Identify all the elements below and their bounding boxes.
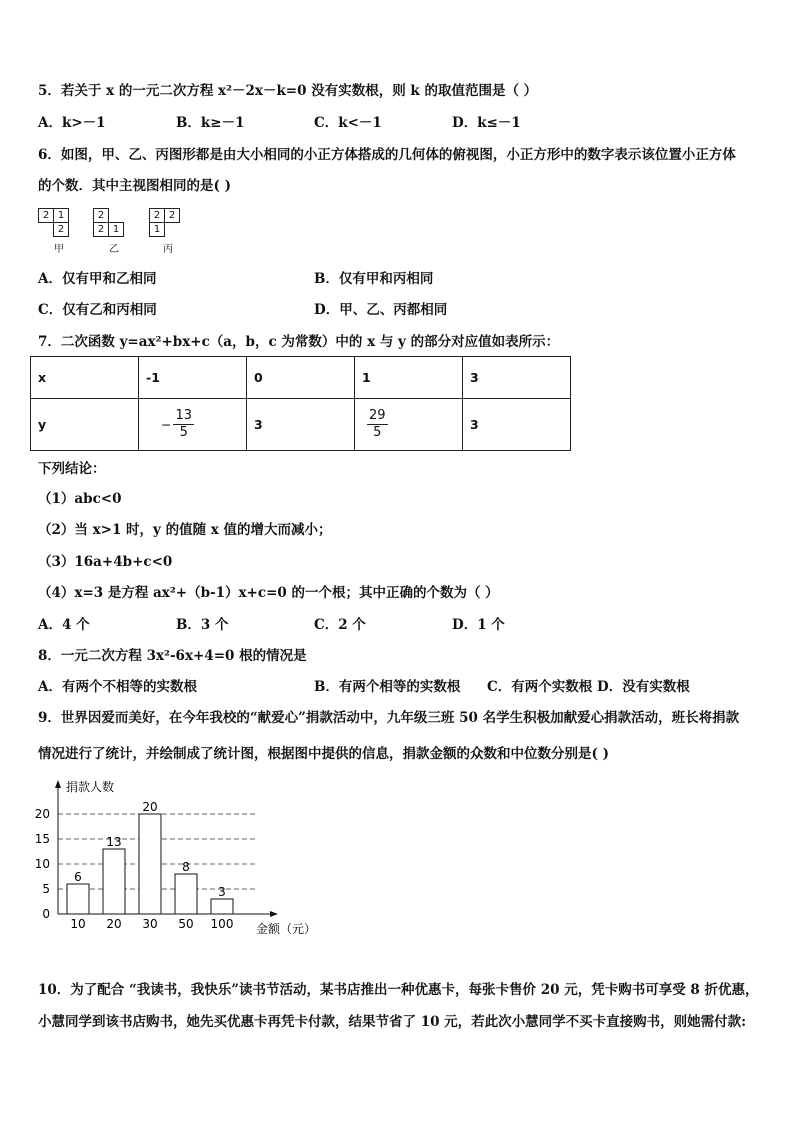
q6-option-d: D．甲、乙、丙都相同 [314,302,448,318]
bar-data-label: 13 [106,835,122,849]
q7-conclusion-4: （4）x=3 是方程 ax²+（b-1）x+c=0 的一个根；其中正确的个数为（ ） [38,585,499,601]
bing-cell: 1 [149,222,165,237]
q6-stem-line2: 的个数．其中主视图相同的是( ) [38,178,231,194]
q5-option-d: D．k≤－1 [452,115,521,131]
minus-sign: − [161,417,172,432]
q6-option-a: A．仅有甲和乙相同 [38,271,157,287]
yi-label: 乙 [109,244,119,255]
x-axis-arrow [270,911,278,917]
y-value-cell: 3 [247,399,355,451]
x-tick-label: 20 [106,917,122,931]
value-table [30,356,571,451]
bar [67,884,89,914]
x-value-cell: 1 [355,357,463,399]
fraction-numerator: 29 [369,408,386,423]
y-value-cell [139,399,247,451]
q6-option-c: C．仅有乙和丙相同 [38,302,157,318]
y-tick-label: 0 [42,907,50,921]
x-tick-label: 30 [142,917,158,931]
bar [139,814,161,914]
q7-option-d: D．1 个 [452,617,505,633]
q10-line1: 10．为了配合 “我读书，我快乐”读书节活动，某书店推出一种优惠卡，每张卡售价 20 元，凭卡购书可享受 8 折优惠， [38,982,759,998]
jia-cell: 2 [53,222,69,237]
yi-cell: 2 [93,208,109,223]
q8-option-a: A．有两个不相等的实数根 [38,679,197,695]
q5-option-a: A．k>－1 [38,115,106,131]
q10-line2: 小慧同学到该书店购书，她先买优惠卡再凭卡付款，结果节省了 10 元，若此次小慧同学不买卡直接购书，则她需付款: [38,1014,747,1030]
y-value-cell: 3 [463,399,571,451]
x-axis-label: 金额（元） [256,922,317,936]
yi-cell: 1 [108,222,124,237]
q7-conclusion-1: （1）abc<0 [38,491,122,507]
q5-stem: 5．若关于 x 的一元二次方程 x²－2x－k=0 没有实数根，则 k 的取值范围是（ ） [38,83,538,99]
y-label-cell: y [31,399,139,451]
y-tick-label: 5 [42,882,50,896]
x-tick-label: 10 [70,917,86,931]
bing-cell: 2 [164,208,180,223]
q5-option-b: B．k≥－1 [176,115,245,131]
q5-option-c: C．k<－1 [314,115,382,131]
table-row [31,399,571,451]
bing-cell: 2 [149,208,165,223]
donation-bar-chart [30,772,330,942]
fraction-denominator: 5 [373,425,382,440]
q7-option-a: A．4 个 [38,617,90,633]
yi-cell: 2 [93,222,109,237]
y-tick-label: 15 [34,832,50,846]
y-value-cell [355,399,463,451]
q7-option-c: C．2 个 [314,617,366,633]
bar-data-label: 6 [74,870,82,884]
q7-option-b: B．3 个 [176,617,229,633]
q6-stem-line1: 6．如图，甲、乙、丙图形都是由大小相同的小正方体搭成的几何体的俯视图，小正方形中的数字表示该位置小正方体 [38,147,736,163]
y-tick-label: 20 [34,807,50,821]
bar [175,874,197,914]
y-axis-label: 捐款人数 [66,780,115,794]
x-value-cell: 0 [247,357,355,399]
q7-stem: 7．二次函数 y=ax²+bx+c（a，b，c 为常数）中的 x 与 y 的部分对应值如表所示： [38,334,560,350]
x-value-cell: 3 [463,357,571,399]
x-label-cell: x [31,357,139,399]
x-tick-label: 50 [178,917,194,931]
q6-option-b: B．仅有甲和丙相同 [314,271,434,287]
q8-stem: 8．一元二次方程 3x²-6x+4=0 根的情况是 [38,648,307,664]
fraction-denominator: 5 [179,425,188,440]
bar [211,899,233,914]
fraction [173,408,194,441]
table-row [31,357,571,399]
q8-option-d: D．没有实数根 [597,679,690,695]
bing-label: 丙 [163,244,173,255]
q9-stem-line2: 情况进行了统计，并绘制成了统计图，根据图中提供的信息，捐款金额的众数和中位数分别是( ) [38,746,609,762]
q8-option-c: C．有两个实数根 [487,679,593,695]
y-tick-label: 10 [34,857,50,871]
jia-cell: 2 [38,208,54,223]
q7-conclusion-2: （2）当 x>1 时，y 的值随 x 值的增大而减小； [38,522,332,538]
x-tick-label: 100 [210,917,234,931]
fraction-numerator: 13 [175,408,193,423]
bar [103,849,125,914]
q7-conclusion-3: （3）16a+4b+c<0 [38,554,173,570]
fraction [367,408,388,441]
bar-data-label: 3 [218,885,226,899]
y-axis-arrow [55,780,61,788]
jia-cell: 1 [53,208,69,223]
x-value-cell: -1 [139,357,247,399]
bar-data-label: 20 [142,800,158,814]
bar-data-label: 8 [182,860,190,874]
jia-label: 甲 [54,244,64,255]
q7-conclusion-title: 下列结论： [38,461,106,477]
q8-option-b: B．有两个相等的实数根 [314,679,461,695]
q9-stem-line1: 9．世界因爱而美好，在今年我校的“献爱心”捐款活动中，九年级三班 50 名学生积极加献爱心捐款活动，班长将捐款 [38,710,740,726]
